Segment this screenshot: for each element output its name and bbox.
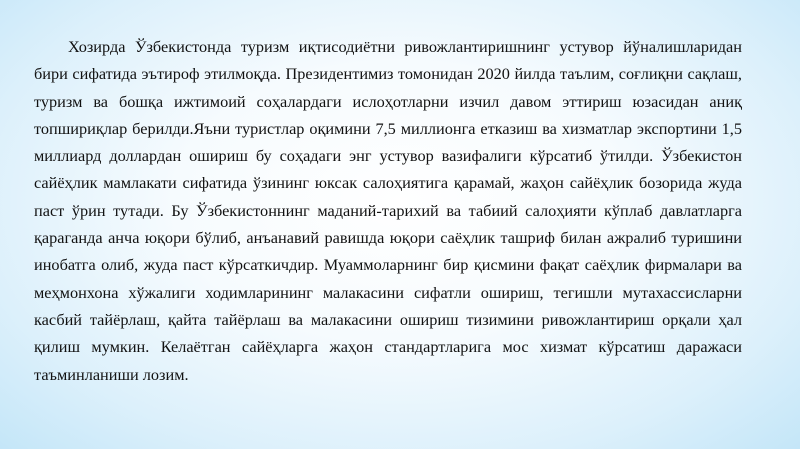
body-paragraph: Хозирда Ўзбекистонда туризм иқтисодиётни ривожлантиришнинг устувор йўналишларидан бири сифатида эътироф этилмоқда. Президентимиз томонидан 2020 йилда таълим, соғлиқни сақлаш, туризм ва бошқа ижтимоий соҳалардаги ислоҳотларни изчил давом эттириш юзасидан аниқ топшириқлар берилди.Яъни туристлар оқимини 7,5 миллионга етказиш ва хизматлар экспортини 1,5 миллиард доллардан ошириш бу соҳадаги энг устувор вазифалиги кўрсатиб ўтилди. Ўзбекистон сайёҳлик мамлакати сифатида ўзининг юксак салоҳиятига қарамай, жаҳон сайёҳлик бозорида жуда паст ўрин тутади. Бу Ўзбекистоннинг маданий-тарихий ва табиий салоҳияти кўплаб давлатларга қараганда анча юқори бўлиб, анъанавий равишда юқори саёҳлик ташриф билан ажралиб туришини инобатга олиб, жуда паст кўрсаткичдир. Муаммоларнинг бир қисмини фақат саёҳлик фирмалари ва меҳмонхона хўжалиги ходимларининг малакасини сифатли ошириш, тегишли мутахассисларни касбий тайёрлаш, қайта тайёрлаш ва малакасини ошириш тизимини ривожлантириш орқали ҳал қилиш мумкин. Келаётган сайёҳларга жаҳон стандартларига мос хизмат кўрсатиш даражаси таъминланиши лозим. bbox=[34, 37, 742, 384]
